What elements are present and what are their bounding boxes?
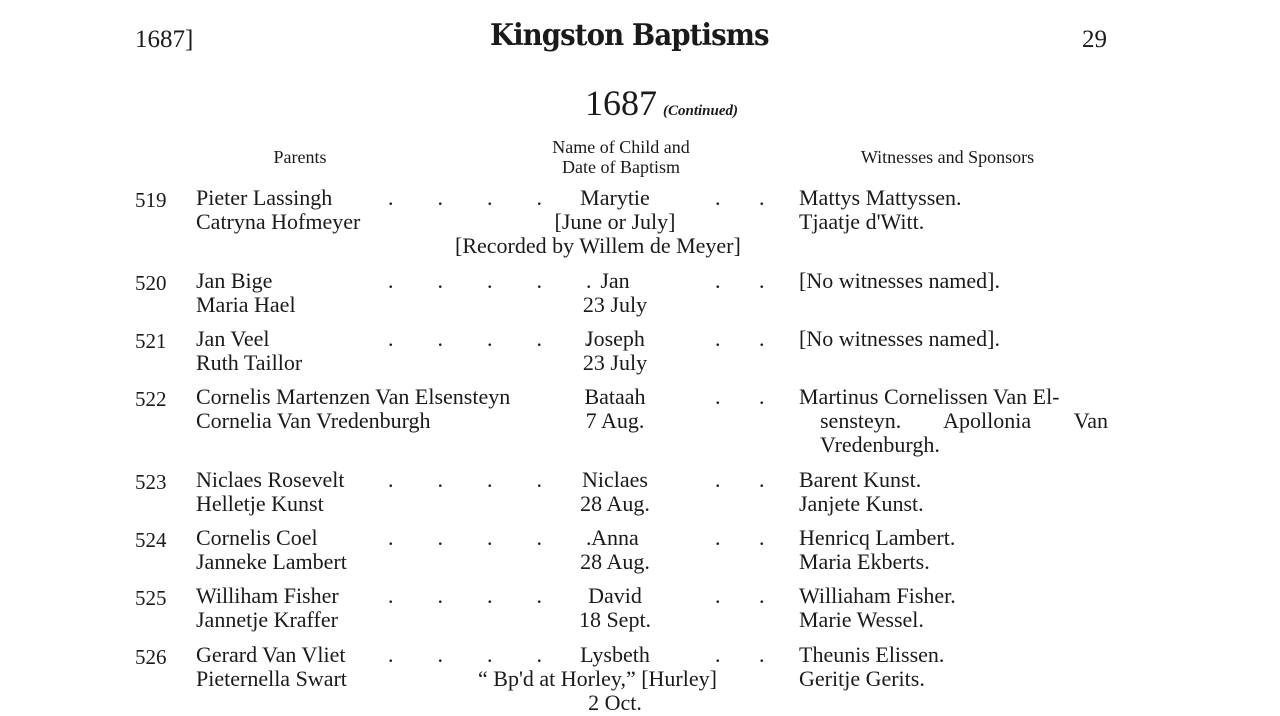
column-header-child-line1: Name of Child and — [552, 137, 690, 157]
witness-line: Geritje Gerits. — [799, 666, 925, 691]
child-name: Bataah — [584, 384, 646, 409]
leader-dots: . . — [715, 583, 765, 608]
section-heading — [585, 82, 738, 124]
witness-line: Tjaatje d'Witt. — [799, 209, 925, 234]
mother-name: Janneke Lambert — [196, 549, 347, 574]
witness-line: Janjete Kunst. — [799, 491, 924, 516]
page-number: 29 — [1082, 26, 1107, 53]
column-header-child — [521, 137, 721, 177]
baptism-date: 18 Sept. — [578, 607, 652, 632]
father-name: Jan Veel — [196, 326, 270, 351]
leader-dots: . . . . — [388, 185, 542, 210]
father-name: Cornelis Martenzen Van Elsensteyn — [196, 384, 511, 409]
entry-number: 520 — [135, 271, 167, 295]
witness-line: Martinus Cornelissen Van El- — [799, 384, 1060, 409]
entry-number: 521 — [135, 329, 167, 353]
entry-number: 524 — [135, 528, 167, 552]
entry-number: 519 — [135, 188, 167, 212]
child-name: Niclaes — [582, 467, 648, 492]
father-name: Gerard Van Vliet — [196, 642, 346, 667]
column-header-witnesses: Witnesses and Sponsors — [860, 147, 1035, 167]
mother-name: Jannetje Kraffer — [196, 607, 338, 632]
father-name: Jan Bige — [196, 268, 273, 293]
witness-line: Theunis Elissen. — [799, 642, 945, 667]
section-year: 1687 — [585, 83, 657, 123]
baptism-date: 7 Aug. — [585, 408, 645, 433]
child-name: Lysbeth — [580, 642, 650, 667]
baptism-date: 2 Oct. — [588, 690, 642, 715]
witness-line: Williaham Fisher. — [799, 583, 956, 608]
baptism-date: 28 Aug. — [580, 491, 650, 516]
mother-name: Pieternella Swart — [196, 666, 347, 691]
leader-dots: . . — [715, 525, 765, 550]
baptism-date: [June or July] — [554, 209, 676, 234]
father-name: Niclaes Rosevelt — [196, 467, 345, 492]
baptism-place-note: “ Bp'd at Horley,” [Hurley] — [478, 666, 717, 691]
leader-dots: . . — [715, 384, 765, 409]
leader-dots: . . . . . — [388, 326, 592, 351]
witness-line: Barent Kunst. — [799, 467, 922, 492]
mother-name: Catryna Hofmeyer — [196, 209, 361, 234]
baptism-date: 28 Aug. — [580, 549, 650, 574]
leader-dots: . . . . . — [388, 525, 592, 550]
baptism-date: 23 July — [582, 292, 648, 317]
child-name: Marytie — [580, 185, 650, 210]
mother-name: Cornelia Van Vredenburgh — [196, 408, 431, 433]
witness-line: Marie Wessel. — [799, 607, 924, 632]
father-name: Cornelis Coel — [196, 525, 318, 550]
column-header-child-line2: Date of Baptism — [562, 157, 680, 177]
witness-line: Henricq Lambert. — [799, 525, 956, 550]
entry-number: 525 — [135, 586, 167, 610]
witness-line: sensteyn. Apollonia Van — [820, 408, 1108, 433]
baptism-date: 23 July — [582, 350, 648, 375]
witness-line: Vredenburgh. — [820, 432, 940, 457]
leader-dots: . . . . — [388, 583, 542, 608]
entry-number: 523 — [135, 470, 167, 494]
mother-name: Maria Hael — [196, 292, 296, 317]
child-name: Jan — [600, 268, 630, 293]
leader-dots: . . . . . — [388, 268, 592, 293]
witness-line: [No witnesses named]. — [799, 326, 1001, 351]
page-year-marker: 1687] — [135, 26, 194, 53]
leader-dots: . . — [715, 268, 765, 293]
mother-name: Helletje Kunst — [196, 491, 324, 516]
leader-dots: . . — [715, 467, 765, 492]
running-title: Kingston Baptisms — [490, 18, 769, 53]
leader-dots: . . . . — [388, 642, 542, 667]
entry-number: 526 — [135, 645, 167, 669]
mother-name: Ruth Taillor — [196, 350, 303, 375]
father-name: Williham Fisher — [196, 583, 339, 608]
leader-dots: . . . . — [388, 467, 542, 492]
child-name: Joseph — [585, 326, 645, 351]
father-name: Pieter Lassingh — [196, 185, 333, 210]
child-name: Anna — [591, 525, 639, 550]
child-name: David — [588, 583, 642, 608]
leader-dots: . . — [715, 185, 765, 210]
continued-label: (Continued) — [663, 103, 739, 119]
leader-dots: . . — [715, 642, 765, 667]
witness-line: [No witnesses named]. — [799, 268, 1001, 293]
witness-line: Maria Ekberts. — [799, 549, 930, 574]
entry-number: 522 — [135, 387, 167, 411]
leader-dots: . . — [715, 326, 765, 351]
record-note: [Recorded by Willem de Meyer] — [455, 233, 741, 258]
witness-line: Mattys Mattyssen. — [799, 185, 962, 210]
column-header-parents: Parents — [273, 147, 327, 167]
